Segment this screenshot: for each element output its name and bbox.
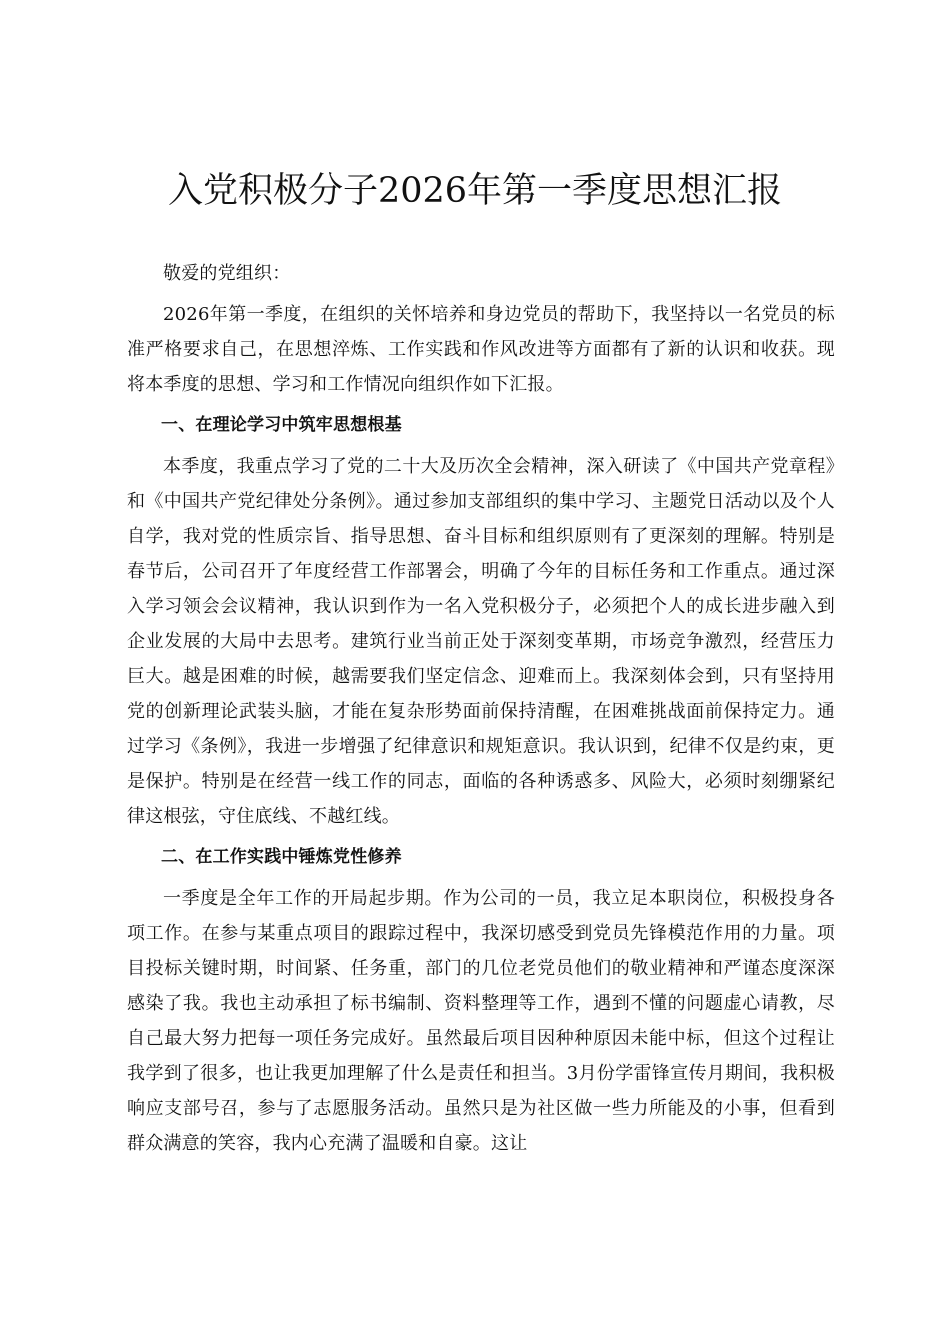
section-paragraph: 一季度是全年工作的开局起步期。作为公司的一员，我立足本职岗位，积极投身各项工作。在参与某重点项目的跟踪过程中，我深切感受到党员先锋模范作用的力量。项目投标关键时期，时间紧、任务重，部门的几位老党员他们的敬业精神和严谨态度深深感染了我。我也主动承担了标书编制、资料整理等工作，遇到不懂的问题虚心请教，尽自己最大努力把每一项任务完成好。虽然最后项目因种种原因未能中标，但这个过程让我学到了很多，也让我更加理解了什么是责任和担当。3月份学雷锋宣传月期间，我积极响应支部号召，参与了志愿服务活动。虽然只是为社区做一些力所能及的小事，但看到群众满意的笑容，我内心充满了温暖和自豪。这让: [127, 888, 835, 1154]
intro-paragraph: 2026年第一季度，在组织的关怀培养和身边党员的帮助下，我坚持以一名党员的标准严格要求自己，在思想淬炼、工作实践和作风改进等方面都有了新的认识和收获。现将本季度的思想、学习和工作情况向组织作如下汇报。: [127, 304, 835, 395]
section-heading: 二、在工作实践中锤炼党性修养: [161, 847, 402, 867]
section-heading: 一、在理论学习中筑牢思想根基: [161, 415, 402, 435]
document-title: 入党积极分子2026年第一季度思想汇报: [167, 171, 783, 211]
salutation: 敬爱的党组织：: [163, 263, 291, 284]
section-paragraph: 本季度，我重点学习了党的二十大及历次全会精神，深入研读了《中国共产党章程》和《中国共产党纪律处分条例》。通过参加支部组织的集中学习、主题党日活动以及个人自学，我对党的性质宗旨、指导思想、奋斗目标和组织原则有了更深刻的理解。特别是春节后，公司召开了年度经营工作部署会，明确了今年的目标任务和工作重点。通过深入学习领会会议精神，我认识到作为一名入党积极分子，必须把个人的成长进步融入到企业发展的大局中去思考。建筑行业当前正处于深刻变革期，市场竞争激烈，经营压力巨大。越是困难的时候，越需要我们坚定信念、迎难而上。我深刻体会到，只有坚持用党的创新理论武装头脑，才能在复杂形势面前保持清醒，在困难挑战面前保持定力。通过学习《条例》，我进一步增强了纪律意识和规矩意识。我认识到，纪律不仅是约束，更是保护。特别是在经营一线工作的同志，面临的各种诱惑多、风险大，必须时刻绷紧纪律这根弦，守住底线、不越红线。: [127, 456, 835, 827]
document-body: [127, 256, 835, 1167]
